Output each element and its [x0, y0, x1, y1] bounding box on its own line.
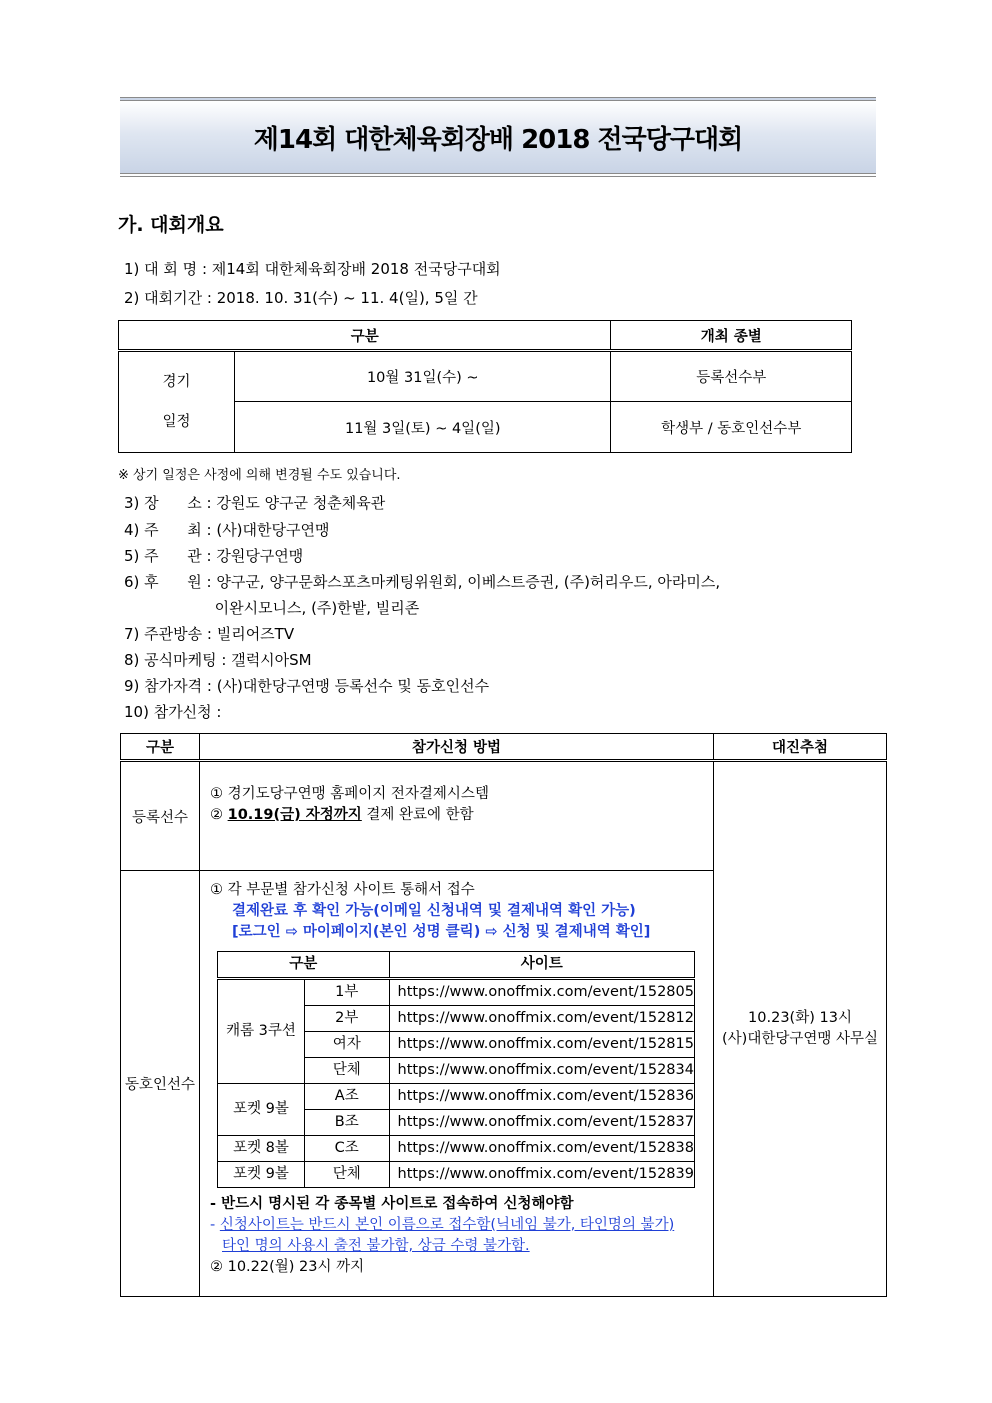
schedule-note: ※ 상기 일정은 사정에 의해 변경될 수도 있습니다.	[118, 468, 401, 483]
site-url[interactable]: https://www.onoffmix.com/event/152815	[389, 1032, 695, 1058]
document-title: 제14회 대한체육회장배 2018 전국당구대회	[253, 124, 743, 155]
overview-line: 6) 후 원 : 양구군, 양구문화스포츠마케팅위원회, 이베스트증권, (주)허리우드, 아라미스,	[124, 573, 721, 591]
notice-line: 신청사이트는 반드시 본인 이름으로 접수함(닉네임 불가, 타인명의 불가)	[219, 1217, 675, 1233]
site-url[interactable]: https://www.onoffmix.com/event/152836	[389, 1084, 695, 1110]
deadline-line: ② 10.22(월) 23시 까지	[210, 1259, 365, 1275]
site-group: 포켓 9볼	[218, 1084, 305, 1136]
table-row	[218, 1162, 695, 1188]
site-group: 포켓 8볼	[218, 1136, 305, 1162]
table-row	[218, 979, 695, 1006]
site-sub: 단체	[305, 1162, 390, 1188]
apply-header-method: 참가신청 방법	[200, 734, 714, 761]
notice-line: - 반드시 명시된 각 종목별 사이트로 접속하여 신청해야함	[210, 1196, 574, 1212]
site-header-url: 사이트	[389, 952, 695, 979]
site-url[interactable]: https://www.onoffmix.com/event/152839	[389, 1162, 695, 1188]
overview-line: 1) 대 회 명 : 제14회 대한체육회장배 2018 전국당구대회	[124, 260, 501, 278]
site-url[interactable]: https://www.onoffmix.com/event/152834	[389, 1058, 695, 1084]
schedule-header-division: 개최 종별	[611, 321, 852, 351]
overview-line: 7) 주관방송 : 빌리어즈TV	[124, 625, 295, 643]
site-sub: 2부	[305, 1006, 390, 1032]
site-sub: 단체	[305, 1058, 390, 1084]
overview-line: 4) 주 최 : (사)대한당구연맹	[124, 521, 330, 539]
site-header-category: 구분	[218, 952, 390, 979]
site-sub: A조	[305, 1084, 390, 1110]
overview-line: 10) 참가신청 :	[124, 703, 222, 721]
site-sub: 1부	[305, 979, 390, 1006]
schedule-date: 10월 31일(수) ~	[235, 351, 611, 402]
schedule-row-label: 경기 일정	[119, 351, 235, 453]
apply-header-draw: 대진추첨	[714, 734, 887, 761]
site-group: 포켓 9볼	[218, 1162, 305, 1188]
notice-line: 타인 명의 사용시 출전 불가함, 상금 수령 불가함.	[222, 1238, 530, 1254]
schedule-table	[118, 320, 852, 453]
site-group: 캐롬 3쿠션	[218, 979, 305, 1084]
apply-table	[120, 733, 887, 1297]
site-sub: 여자	[305, 1032, 390, 1058]
overview-line: 5) 주 관 : 강원당구연맹	[124, 547, 304, 565]
draw-cell: 10.23(화) 13시 (사)대한당구연맹 사무실	[714, 761, 887, 1297]
title-banner	[120, 97, 876, 177]
overview-line: 이완시모니스, (주)한밭, 빌리존	[124, 599, 420, 617]
schedule-division: 등록선수부	[611, 351, 852, 402]
schedule-date: 11월 3일(토) ~ 4일(일)	[235, 402, 611, 453]
deadline-text: 10.19(금) 자정까지	[227, 807, 362, 823]
overview-line: 2) 대회기간 : 2018. 10. 31(수) ~ 11. 4(일), 5일 간	[124, 289, 478, 307]
overview-line: 3) 장 소 : 강원도 양구군 청춘체육관	[124, 494, 386, 512]
apply-row-label: 등록선수	[121, 761, 200, 871]
schedule-division: 학생부 / 동호인선수부	[611, 402, 852, 453]
apply-header-category: 구분	[121, 734, 200, 761]
site-sub: C조	[305, 1136, 390, 1162]
site-url[interactable]: https://www.onoffmix.com/event/152838	[389, 1136, 695, 1162]
site-url[interactable]: https://www.onoffmix.com/event/152805	[389, 979, 695, 1006]
site-table	[217, 951, 695, 1188]
overview-line: 9) 참가자격 : (사)대한당구연맹 등록선수 및 동호인선수	[124, 677, 490, 695]
overview-line: 8) 공식마케팅 : 갤럭시아SM	[124, 651, 312, 669]
section-heading: 가. 대회개요	[118, 214, 224, 236]
site-sub: B조	[305, 1110, 390, 1136]
apply-row-label: 동호인선수	[121, 871, 200, 1297]
table-row	[218, 1084, 695, 1110]
site-url[interactable]: https://www.onoffmix.com/event/152837	[389, 1110, 695, 1136]
table-row	[218, 1136, 695, 1162]
registered-method: ① 경기도당구연맹 홈페이지 전자결제시스템 ② 10.19(금) 자정까지 결제 완료에 한함	[200, 761, 714, 871]
site-url[interactable]: https://www.onoffmix.com/event/152812	[389, 1006, 695, 1032]
schedule-header-category: 구분	[119, 321, 611, 351]
amateur-method: ① 각 부문별 참가신청 사이트 통해서 접수 결제완료 후 확인 가능(이메일 신청내역 및 결제내역 확인 가능) [로그인 ⇨ 마이페이지(본인 성명 클릭) ⇨ 신청 및 결제내역 확인] 구분 사이트 캐롬 3쿠션 1부 https://www.onoffmix.com/event/152805 2부 https://www.onoffmix.com/event/152812 여자 https://www.onoffmix.com/event/152815 단체 https://www.onoffmix.com/event/152834 포켓 9볼 A조 https://www.onoffmix.com/event/152836 B조 https://www.onoffmix.com/event/152837 포켓 8볼 C조 https://www.onoffmix.com/event/152838 포켓 9볼 단체 https://www.onoffmix.com/event/152839 - 반드시 명시된 각 종목별 사이트로 접속하여 신청해야함 - 신청사이트는 반드시 본인 이름으로 접수함(닉네임 불가, 타인명의 불가) 타인 명의 사용시 출전 불가함, 상금 수령 불가함. ② 10.22(월) 23시 까지	[200, 871, 714, 1297]
